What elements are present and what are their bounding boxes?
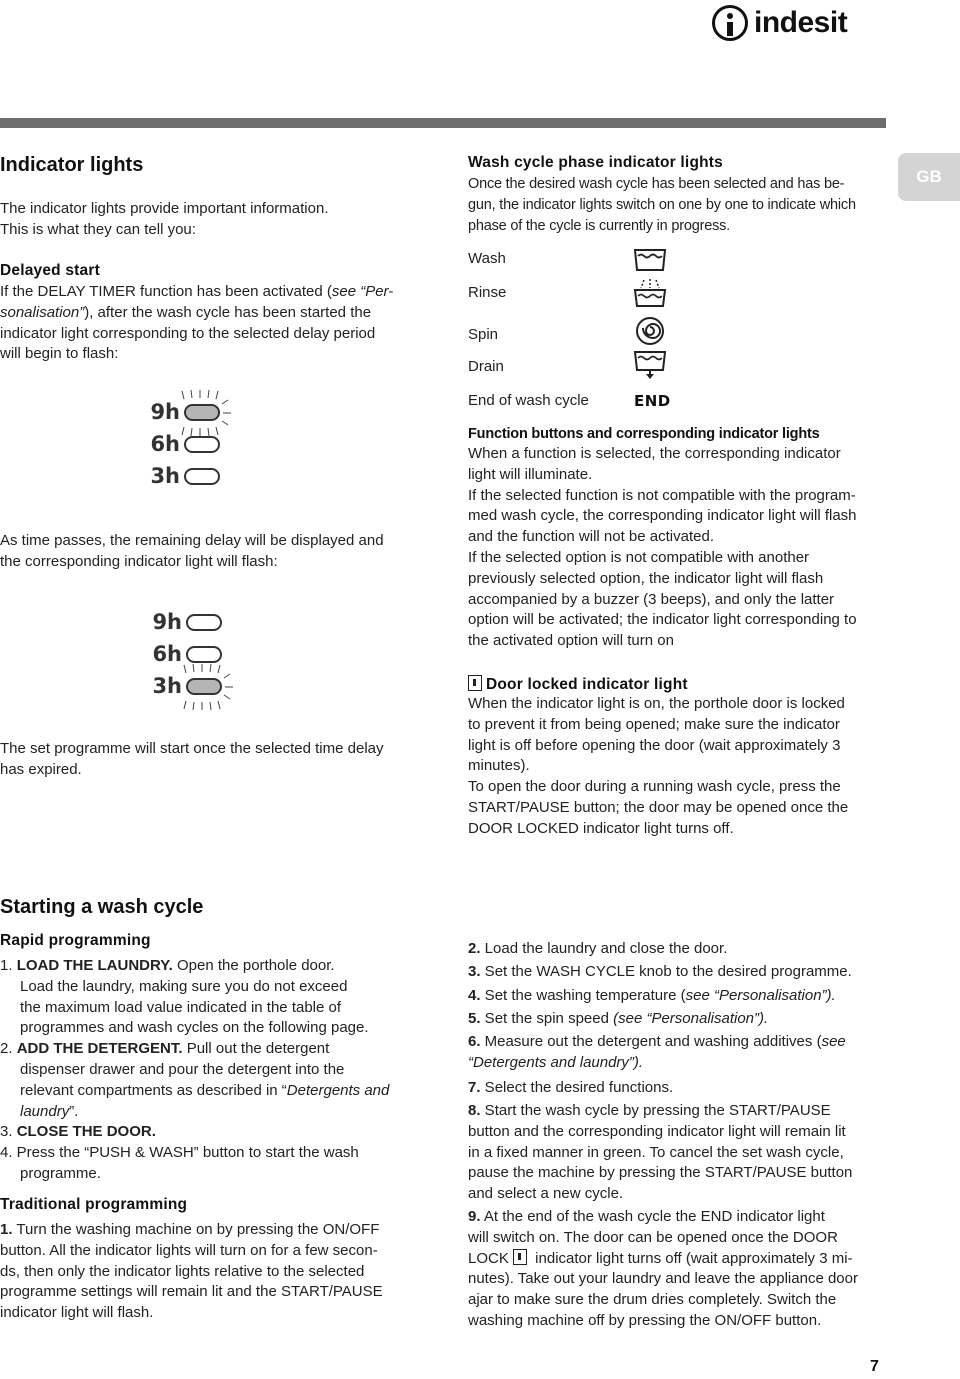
starting-title: Starting a wash cycle [0,896,204,918]
door-lock-icon [513,1249,527,1265]
spin-icon [634,316,670,346]
language-tab: GB [898,153,960,201]
delay-label-6h: 6h [152,642,182,666]
delay-led-6h [186,646,222,663]
phase-label-rinse: Rinse [468,284,507,301]
flash-rays-icon [170,389,234,437]
traditional-programming-title: Traditional programming [0,1196,188,1213]
rapid-programming-title: Rapid programming [0,932,151,949]
traditional-programming-text: 1. Turn the washing machine on by pressing the ON/OFF button. All the indicator lights will turn on for a few secon- ds, then only the indicator lights relative to the selected programme settings will remain lit and the START/PAUSE indicator light will flash. [0,1221,383,1322]
phase-text: Once the desired wash cycle has been selected and has be- gun, the indicator lights switch on one by one to indicate which phase of the cycle is currently in progress. [468,176,856,234]
function-title: Function buttons and corresponding indicator lights [468,426,820,442]
page-number: 7 [870,1358,879,1375]
delay-led-9h [186,614,222,631]
drain-icon [632,350,668,380]
delayed-start-title: Delayed start [0,262,100,279]
indicator-lights-title: Indicator lights [0,154,144,176]
door-lock-icon [468,675,482,691]
delay-label-6h: 6h [150,432,180,456]
brand-name: indesit [754,6,848,39]
door-locked-text: When the indicator light is on, the porthole door is locked to prevent it from being opened; make sure the indicator light is off before opening the door (wait approximately 3 minutes). To open the door during a running wash cycle, press the START/PAUSE button; the door may be opened once the DOOR LOCKED indicator light turns off. [468,695,849,837]
delay-led-6h [184,436,220,453]
door-locked-title: Door locked indicator light [468,675,688,694]
delay-label-9h: 9h [152,610,182,634]
indesit-logo-icon [712,5,748,41]
end-indicator-label: END [634,392,671,410]
phase-label-spin: Spin [468,326,499,343]
phase-label-drain: Drain [468,358,504,375]
phase-title: Wash cycle phase indicator lights [468,154,723,171]
delay-led-3h [184,468,220,485]
phase-label-end: End of wash cycle [468,392,589,409]
delay-label-3h: 3h [152,674,182,698]
delay-label-9h: 9h [150,400,180,424]
wash-icon [632,244,668,274]
phase-label-wash: Wash [468,250,506,267]
time-passes-text: As time passes, the remaining delay will be displayed and the corresponding indicator light will flash: [0,532,384,570]
header-rule [0,118,886,128]
rinse-icon [632,278,668,308]
flash-rays-icon [172,663,236,711]
brand-logo [712,0,892,46]
programme-start-text: The set programme will start once the selected time delay has expired. [0,740,384,778]
delay-label-3h: 3h [150,464,180,488]
function-text: When a function is selected, the corresponding indicator light will illuminate. If the selected function is not compatible with the program- med wash cycle, the corresponding indicator light will flash and the function will not be activated. If the selected option is not compatible with another previously selected option, the indicator light will flash accompanied by a buzzer (3 beeps), and only the latter option will be activated; the indicator light corresponding to the activated option will turn on [468,445,857,650]
delayed-start-text: If the DELAY TIMER function has been activated (see “Per- sonalisation”), after the wash cycle has been started the indicator light corresponding to the selected delay period will begin to flash: [0,283,394,363]
wash-cycle-steps: 2. Load the laundry and close the door. 3. Set the WASH CYCLE knob to the desired programme. 4. Set the washing temperature (see “Personalisation”). 5. Set the spin speed (see “Personalisation”). 6. Measure out the detergent and washing additives (see “Detergents and laundry”). 7. Select the desired functions. 8. Start the wash cycle by pressing the START/PAUSE button and the corresponding indicator light will remain lit in a fixed manner in green. To cancel the set wash cycle, pause the machine by pressing the START/PAUSE button and select a new cycle. 9. At the end of the wash cycle the END indicator light will switch on. The door can be opened once the DOOR LOCK indicator light turns off (wait approximately 3 mi- nutes). Take out your laundry and leave the appliance door ajar to make sure the drum dries completely. Switch the washing machine off by pressing the ON/OFF button. [468,940,858,1330]
rapid-programming-steps: 1. LOAD THE LAUNDRY. Open the porthole door. Load the laundry, making sure you do not exceed the maximum load value indicated in the table of programmes and wash cycles on the following page. 2. ADD THE DETERGENT. Pull out the detergent dispenser drawer and pour the detergent into the relevant compartments as described in “Detergents and laundry”. 3. CLOSE THE DOOR. 4. Press the “PUSH & WASH” button to start the wash programme. [0,957,390,1182]
indicator-intro: The indicator lights provide important information. This is what they can tell you: [0,200,329,238]
